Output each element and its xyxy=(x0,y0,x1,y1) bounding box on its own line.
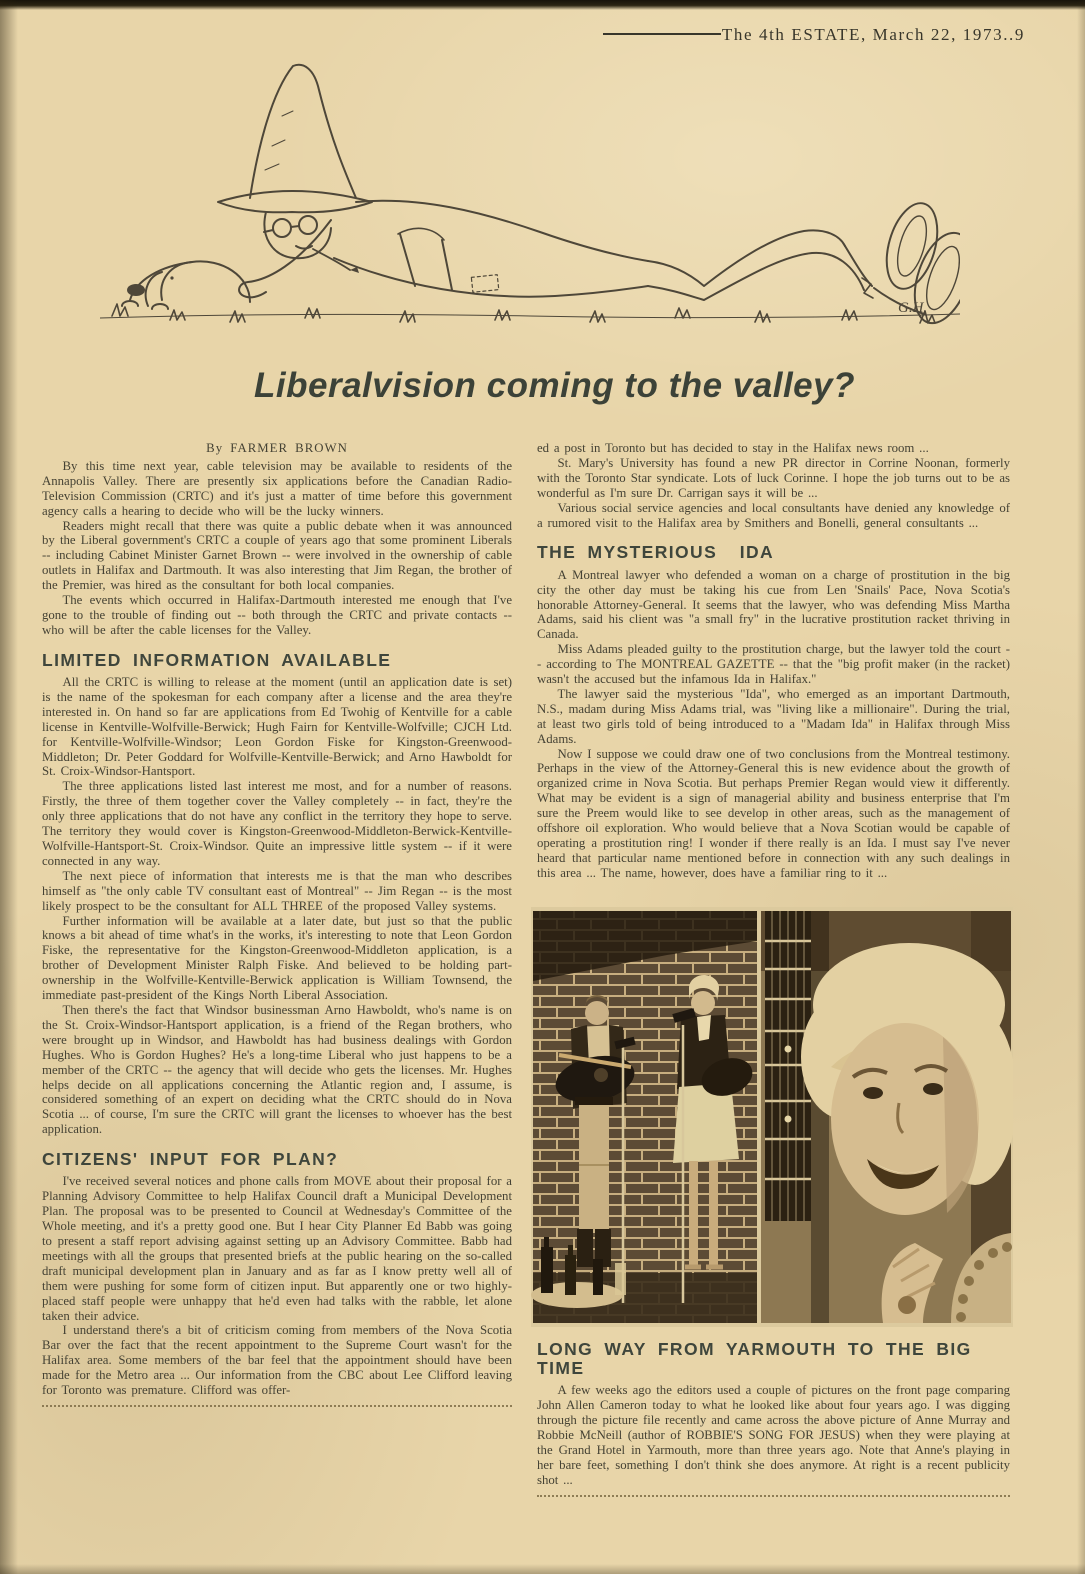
section-heading-citizens-input: CITIZENS' INPUT FOR PLAN? xyxy=(42,1149,339,1170)
column-end-dotted-rule xyxy=(42,1405,512,1407)
farmer-torso xyxy=(334,201,648,297)
body-paragraph: All the CRTC is willing to release at the moment (until an application date is set) is the name of the spokesman for each company after a license and the area they're interested in. On hand so far are applications from Ed Twohig of Kentville for a cable license in Kentville-Wolfville-Berwick; Hugh Fairn for Kentville-Wolfville; CJCH Ltd. for Kentville-Wolfville-Windsor; Leon Gordon Fiske for Kingston-Greenwood-Middleton; Dr. Peter Goddard for Wolfville-Kentville-Berwick; and Arno Hawboldt for St. Croix-Windsor-Hantsport. xyxy=(42,675,512,779)
body-paragraph: The events which occurred in Halifax-Dartmouth interested me enough that I've gone to the trouble of finding out -- both through the CRTC and private contacts -- who will be after the cable licenses for the Valley. xyxy=(42,593,512,637)
body-paragraph: A Montreal lawyer who defended a woman on a charge of prostitution in the big city the other day must be taking his cue from Len 'Snails' Pace, Nova Scotia's honorable Attorney-General. It seems that the lawyer, who was defending Miss Martha Adams, said his client was "a small fry" in the lucrative prostitution racket thriving in Canada. xyxy=(537,567,1010,642)
page-right-edge xyxy=(1077,0,1085,1574)
cartoonist-signature: G.H. xyxy=(898,300,928,316)
photo-anne-murray-robbie-mcneill xyxy=(531,907,1010,1327)
body-paragraph: A few weeks ago the editors used a couple of pictures on the front page comparing John Allen Cameron today to what he looked like about four years ago. I was digging through the picture file recently and came across the above picture of Anne Murray and Robbie McNeill (author of ROBBIE'S SONG FOR JESUS) when they were playing at the Grand Hotel in Yarmouth, more than three years ago. Note that Anne's playing in her bare feet, something I don't think she does anymore. At right is a recent publicity shot ... xyxy=(537,1383,1010,1487)
body-paragraph: St. Mary's University has found a new PR director in Corrine Noonan, formerly with the Toronto Star syndicate. Lots of luck Corinne. I hope the job turns out to be as wonderful as I'm sure Dr. Carrigan says it will be ... xyxy=(537,455,1010,500)
photo-portrait-face xyxy=(831,1023,979,1215)
grass xyxy=(100,304,960,323)
farmer-hat xyxy=(218,65,372,212)
body-paragraph: Readers might recall that there was quite a public debate when it was announced by the Liberal government's CRTC a couple of years ago that some prominent Liberals -- including Cabinet Minister Garnet Brown -- were involved in the ownership of cable outlets in Halifax and Dartmouth. It was also interesting that Jim Regan, the brother of the Premier, was hired as the consultant for both local companies. xyxy=(42,518,512,593)
farmer-figure xyxy=(218,65,960,331)
body-paragraph: ed a post in Toronto but has decided to stay in the Halifax news room ... xyxy=(537,441,929,455)
right-column xyxy=(537,441,1010,1497)
masthead-rule xyxy=(603,33,721,35)
column-end-dotted-rule xyxy=(537,1495,1010,1497)
body-paragraph: By this time next year, cable television may be available to residents of the Annapolis Valley. There are presently six applications before the Canadian Radio-Television Commission (CRTC) and it's just a matter of time before this government agency calls a hearing to decide who will be the lucky winners. xyxy=(42,458,512,518)
farmer-legs xyxy=(648,230,873,300)
body-paragraph: I understand there's a bit of criticism coming from members of the Nova Scotia Bar over the fact that the recent appointment to the Supreme Court wasn't for the Halifax area. Some members of the bar feel that the appointment should have been made for the Metro area ... Our information from the CBC about Lee Clifford leaving for Toronto was premature. Clifford was offer- xyxy=(42,1323,512,1398)
body-paragraph: Then there's the fact that Windsor businessman Arno Hawboldt, who's name is on the St. Croix-Windsor-Hantsport application, is a friend of the Regan brothers, who were brought up in Windsor, and Hawboldt has had business dealings with Gordon Hughes. Who is Gordon Hughes? He's a long-time Liberal who just happens to be a member of the CRTC -- the agency that will decide who gets the licenses. Mr. Hughes helps decide on all applications concerning the Atlantic region and, I assume, is considered something of an expert on deciding what the CRTC should do in Nova Scotia ... of course, I'm sure the CRTC will grant the licenses to whoever has the best application. xyxy=(42,1002,512,1137)
section-heading-limited-information: LIMITED INFORMATION AVAILABLE xyxy=(42,649,392,670)
section-heading-long-way-from-yarmouth: LONG WAY FROM YARMOUTH TO THE BIG TIME xyxy=(537,1338,983,1378)
page-top-edge xyxy=(0,0,1085,10)
body-paragraph: I've received several notices and phone calls from MOVE about their proposal for a Planning Advisory Committee to help Halifax Council draft a Municipal Development Plan. The proposal was to be presented to Council at Wednesday's Committee of the Whole meeting, and it's a pretty good one. But I hear City Planner Ed Babb was going to present a staff report advising against setting up an Advisory Committee. Babb had meetings with all the groups that presented briefs at the public hearing on the so-called draft municipal development plan in January and as far as I know pretty well all of them were pushing for some form of citizen input. But apparently one or two highly-placed staff people were unhappy that he'd even had talks with the rabble, let alone taken their advice. xyxy=(42,1174,512,1323)
page-bottom-edge xyxy=(0,1564,1085,1574)
body-paragraph: Now I suppose we could draw one of two conclusions from the Montreal testimony. Perhaps in the view of the Attorney-General this is new evidence about the growth of organized crime in Nova Scotia. But perhaps Premier Regan would view it differently. What may be evident is a sign of managerial ability and business enterprise that I'm sure the Preem would like to see develop in other areas, such as the management of offshore oil exploration. Who would believe that a Nova Scotian would be capable of operating a prostitution ring! I wonder if there really is an Ida. I must say I've never heard that particular name mentioned before in connection with any such dealings in this area ... The name, however, does have a familiar ring to it ... xyxy=(537,746,1010,880)
farmer-arm xyxy=(239,220,331,297)
masthead xyxy=(603,25,1025,45)
left-column xyxy=(42,441,512,1407)
body-paragraph: The next piece of information that interests me is that the man who describes himself as "the only cable TV consultant east of Montreal" -- Jim Regan -- is the most likely prospect to be the consultant for ALL THREE of the proposed Valley systems. xyxy=(42,868,512,913)
page-left-edge xyxy=(0,0,18,1574)
section-heading-mysterious-ida: THE MYSTERIOUS IDA xyxy=(537,542,775,563)
masthead-title: The 4th ESTATE, March 22, 1973..9 xyxy=(721,25,1025,44)
body-paragraph: Miss Adams pleaded guilty to the prostitution charge, but the lawyer told the court -- according to The MONTREAL GAZETTE -- that the "big profit maker (in the racket) wasn't the accused but the infamous Ida in Halifax." xyxy=(537,642,1010,687)
performance-photo xyxy=(531,907,1013,1327)
headline: Liberalvision coming to the valley? xyxy=(254,366,855,405)
body-paragraph: Various social service agencies and local consultants have denied any knowledge of a rumored visit to the Halifax area by Smithers and Bonelli, general consultants ... xyxy=(537,500,1010,530)
body-paragraph: Further information will be available at a later date, but just so that the public knows a bit ahead of time what's in the works, it's interesting to note that Leon Gordon Fiske, the representative for the Kingston-Greenwood-Middleton application, is a brother of Development Minister Ralph Fiske. And believed to be holding part-ownership in the Wolfville-Kentville-Berwick application is William Townsend, the immediate past-president of the Kings North Liberal Association. xyxy=(42,913,512,1003)
farmer-brown-cartoon-illustration xyxy=(100,50,960,335)
photo-left-panel-duo-performing xyxy=(531,911,757,1323)
body-paragraph: The three applications listed last interest me most, and for a number of reasons. Firstly, the three of them together cover the Valley completely -- in fact, they're the only three applications that do not have any conflict in the territory they hope to serve. The territory they would cover is Kingston-Greenwood-Middleton-Berwick-Kentville-Wolfville-Hantsport-St. Croix-Windsor. Quite an impressive little system -- if it were connected in any way. xyxy=(42,779,512,868)
body-paragraph: The lawyer said the mysterious "Ida", who emerged as an important Dartmouth, N.S., madam during Miss Adams trial, was "living like a millionaire". During the trial, at least two girls told of being introduced to a "Madam Ida" in Halifax through Miss Adams. xyxy=(537,686,1010,746)
dog-figure xyxy=(122,261,250,309)
photo-right-panel-anne-murray-portrait xyxy=(761,911,1013,1323)
byline: By FARMER BROWN xyxy=(206,441,348,455)
